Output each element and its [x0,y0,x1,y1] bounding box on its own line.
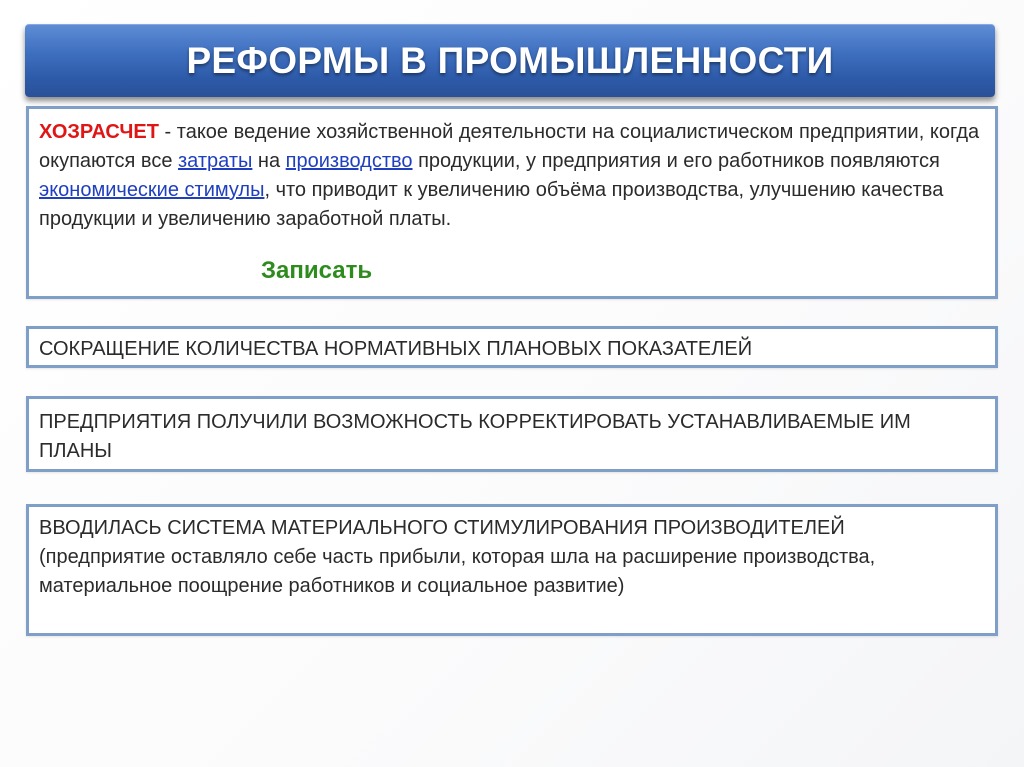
incentive-detail: (предприятие оставляло себе часть прибыли, которая шла на расширение производства, материальное поощрение работников и социальное развитие) [39,546,876,597]
point-text-indicators: СОКРАЩЕНИЕ КОЛИЧЕСТВА НОРМАТИВНЫХ ПЛАНОВЫХ ПОКАЗАТЕЛЕЙ [39,338,753,360]
point-box-incentives [26,504,998,636]
title-bar [25,24,995,97]
definition-paragraph [39,118,985,234]
definition-text-2: на [252,150,286,172]
definition-box [26,106,998,299]
definition-text-1: - такое ведение хозяйственной деятельности на социалистическом предприятии, когда окупаются все [39,121,980,172]
incentive-heading: ВВОДИЛАСЬ СИСТЕМА МАТЕРИАЛЬНОГО СТИМУЛИРОВАНИЯ ПРОИЗВОДИТЕЛЕЙ [39,517,845,539]
write-down-note: Записать [261,257,373,284]
definition-term: ХОЗРАСЧЕТ [39,121,159,143]
point-box-indicators [26,326,998,368]
link-economic-incentives[interactable]: экономические стимулы [39,179,265,201]
slide-title: РЕФОРМЫ В ПРОМЫШЛЕННОСТИ [186,39,834,81]
link-production[interactable]: производство [285,150,413,172]
point-text-plans: ПРЕДПРИЯТИЯ ПОЛУЧИЛИ ВОЗМОЖНОСТЬ КОРРЕКТИРОВАТЬ УСТАНАВЛИВАЕМЫЕ ИМ ПЛАНЫ [39,411,911,462]
definition-text-3: продукции, у предприятия и его работников появляются [412,150,940,172]
definition-text-4: , что приводит к увеличению объёма производства, улучшению качества продукции и увеличению заработной платы. [39,179,944,230]
link-costs[interactable]: затраты [178,150,253,172]
point-box-plans [26,396,998,472]
